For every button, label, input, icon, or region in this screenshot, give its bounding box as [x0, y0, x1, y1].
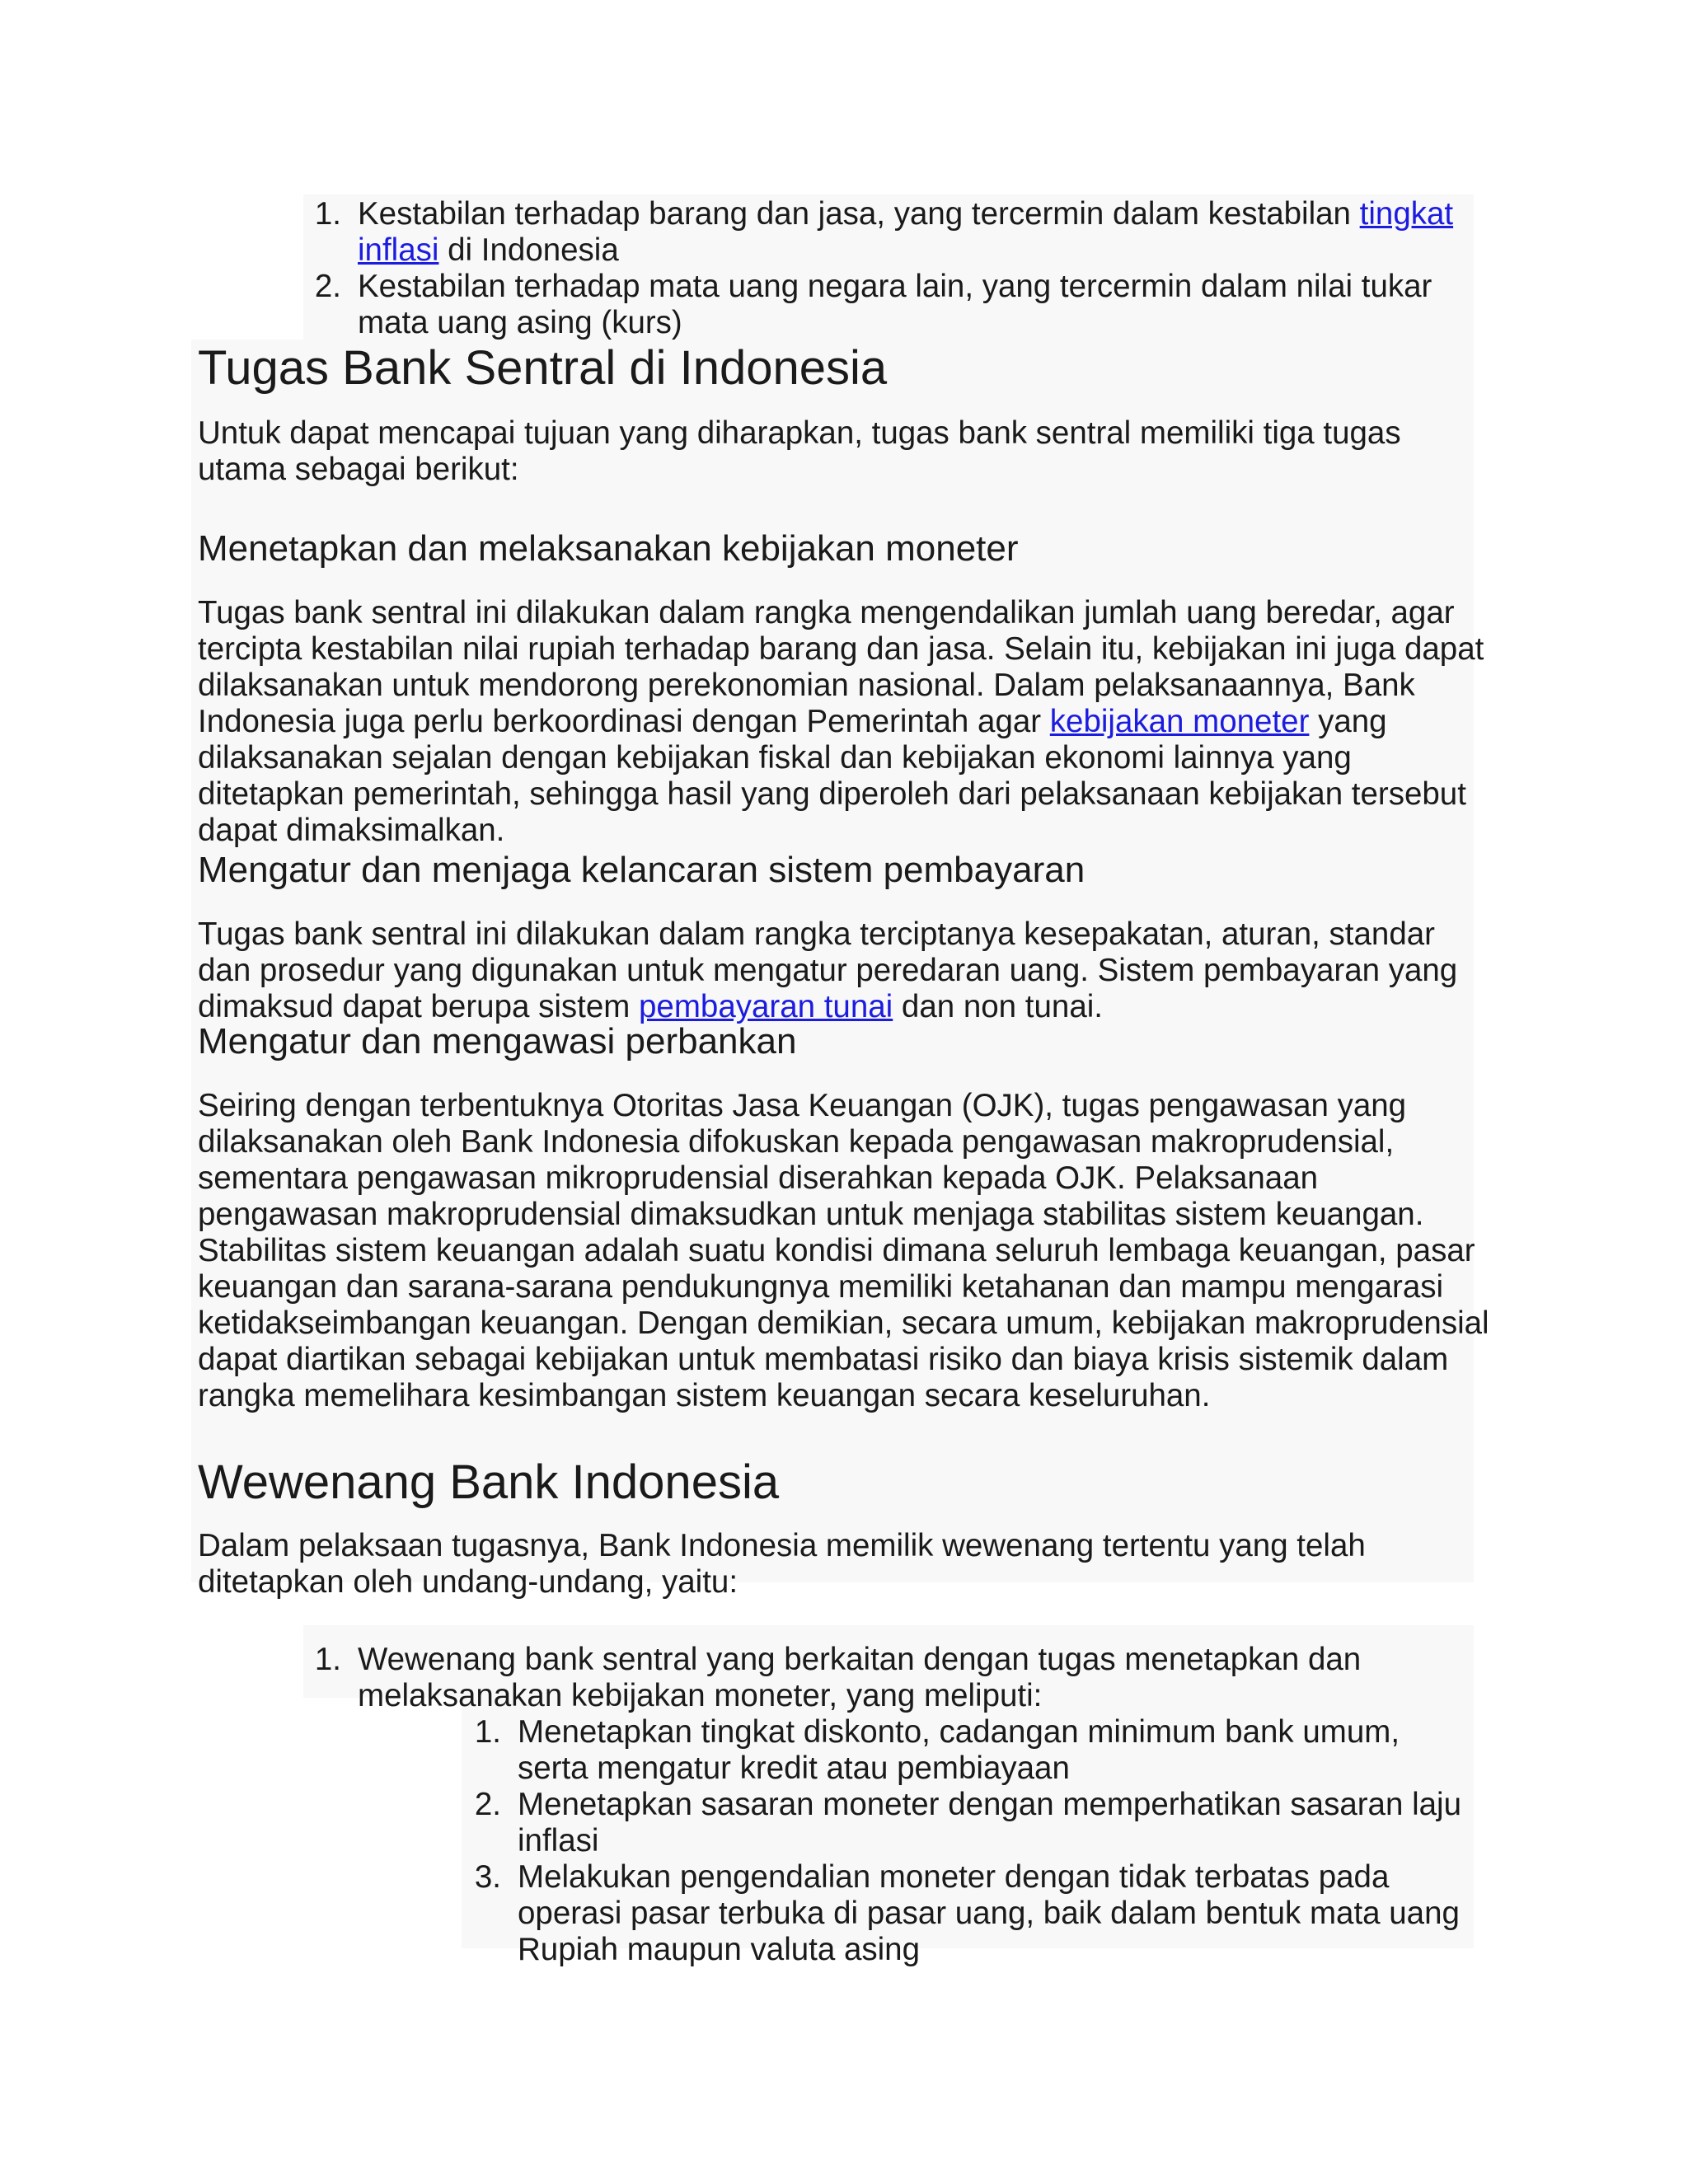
sub2-text-tail: dan non tunai.	[893, 989, 1103, 1024]
tingkat-inflasi-link[interactable]: tingkat inflasi	[358, 196, 1454, 268]
sub3-paragraph-block	[198, 1088, 1492, 1414]
sub1-text: Tugas bank sentral ini dilakukan dalam rangka mengendalikan jumlah uang beredar, agar tercipta kestabilan nilai rupiah terhadap barang dan jasa. Selain itu, kebijakan ini juga dapat dilaksanakan untuk mendorong perekonomian nasional. Dalam pelaksanaannya, Bank Indonesia juga perlu berkoordinasi dengan Pemerintah agar	[198, 595, 1484, 739]
list-item-text: Kestabilan terhadap mata uang negara lain, yang tercermin dalam nilai tukar mata uang asing (kurs)	[358, 269, 1432, 340]
sub1-heading-block	[198, 527, 1492, 570]
wewenang-numbered-list	[305, 1642, 1467, 1714]
list-item-text: Wewenang bank sentral yang berkaitan dengan tugas menetapkan dan melaksanakan kebijakan moneter, yang meliputi:	[358, 1642, 1362, 1713]
wewenang-section	[198, 1455, 1492, 1510]
list-item	[305, 196, 1467, 269]
sub2-heading-block	[198, 849, 1492, 892]
list-number: 1.	[314, 196, 341, 232]
wewenang-sub-list	[465, 1714, 1470, 1968]
sub2-paragraph	[198, 916, 1492, 1025]
sub3-heading-block	[198, 1020, 1492, 1063]
tugas-intro-block	[198, 415, 1492, 488]
list-number: 3.	[474, 1859, 501, 1895]
tugas-section	[198, 341, 1492, 396]
sub-list-item	[465, 1787, 1470, 1859]
list-number: 1.	[314, 1642, 341, 1677]
list-item-text: Menetapkan sasaran moneter dengan memperhatikan sasaran laju inflasi	[518, 1787, 1461, 1858]
list-item-text: Kestabilan terhadap barang dan jasa, yang tercermin dalam kestabilan	[358, 196, 1360, 232]
sub-list-item	[465, 1859, 1470, 1968]
kebijakan-moneter-link[interactable]: kebijakan moneter	[1049, 704, 1310, 739]
list-item-text: Melakukan pengendalian moneter dengan tidak terbatas pada operasi pasar terbuka di pasar uang, baik dalam bentuk mata uang Rupiah maupun valuta asing	[518, 1859, 1460, 1967]
wewenang-heading: Wewenang Bank Indonesia	[198, 1455, 780, 1509]
sub1-paragraph	[198, 595, 1492, 849]
wewenang-intro: Dalam pelaksaan tugasnya, Bank Indonesia memilik wewenang tertentu yang telah ditetapkan oleh undang-undang, yaitu:	[198, 1528, 1366, 1600]
sub1-paragraph-block	[198, 595, 1492, 849]
sub2-paragraph-block	[198, 916, 1492, 1025]
list-item	[305, 269, 1467, 341]
list-item-text: Menetapkan tingkat diskonto, cadangan minimum bank umum, serta mengatur kredit atau pembiayaan	[518, 1714, 1400, 1786]
list-number: 2.	[474, 1787, 501, 1822]
sub-list-item	[465, 1714, 1470, 1787]
sub1-heading: Menetapkan dan melaksanakan kebijakan moneter	[198, 528, 1019, 569]
sub3-heading: Mengatur dan mengawasi perbankan	[198, 1021, 797, 1062]
wewenang-intro-block	[198, 1528, 1492, 1601]
list-item	[305, 1642, 1467, 1714]
sub1-text-tail: yang dilaksanakan sejalan dengan kebijakan fiskal dan kebijakan ekonomi lainnya yang ditetapkan pemerintah, sehingga hasil yang diperoleh dari pelaksanaan kebijakan tersebut dapat dimaksimalkan.	[198, 704, 1466, 848]
list-number: 1.	[474, 1714, 501, 1750]
top-numbered-list	[305, 196, 1467, 341]
pembayaran-tunai-link[interactable]: pembayaran tunai	[639, 989, 893, 1024]
list-number: 2.	[314, 269, 341, 304]
sub2-heading: Mengatur dan menjaga kelancaran sistem pembayaran	[198, 850, 1085, 890]
list-item-text-tail: di Indonesia	[438, 232, 619, 268]
tugas-heading: Tugas Bank Sentral di Indonesia	[198, 341, 888, 395]
tugas-intro: Untuk dapat mencapai tujuan yang diharapkan, tugas bank sentral memiliki tiga tugas utama sebagai berikut:	[198, 415, 1401, 487]
sub3-paragraph: Seiring dengan terbentuknya Otoritas Jasa Keuangan (OJK), tugas pengawasan yang dilaksanakan oleh Bank Indonesia difokuskan kepada pengawasan makroprudensial, sementara pengawasan mikroprudensial diserahkan kepada OJK. Pelaksanaan pengawasan makroprudensial dimaksudkan untuk menjaga stabilitas sistem keuangan. Stabilitas sistem keuangan adalah suatu kondisi dimana seluruh lembaga keuangan, pasar keuangan dan sarana-sarana pendukungnya memiliki ketahanan dan mampu mengarasi ketidakseimbangan keuangan. Dengan demikian, secara umum, kebijakan makroprudensial dapat diartikan sebagai kebijakan untuk membatasi risiko dan biaya krisis sistemik dalam rangka memelihara kesimbangan sistem keuangan secara keseluruhan.	[198, 1088, 1489, 1413]
sub2-text: Tugas bank sentral ini dilakukan dalam rangka terciptanya kesepakatan, aturan, standar dan prosedur yang digunakan untuk mengatur peredaran uang. Sistem pembayaran yang dimaksud dapat berupa sistem	[198, 916, 1458, 1024]
